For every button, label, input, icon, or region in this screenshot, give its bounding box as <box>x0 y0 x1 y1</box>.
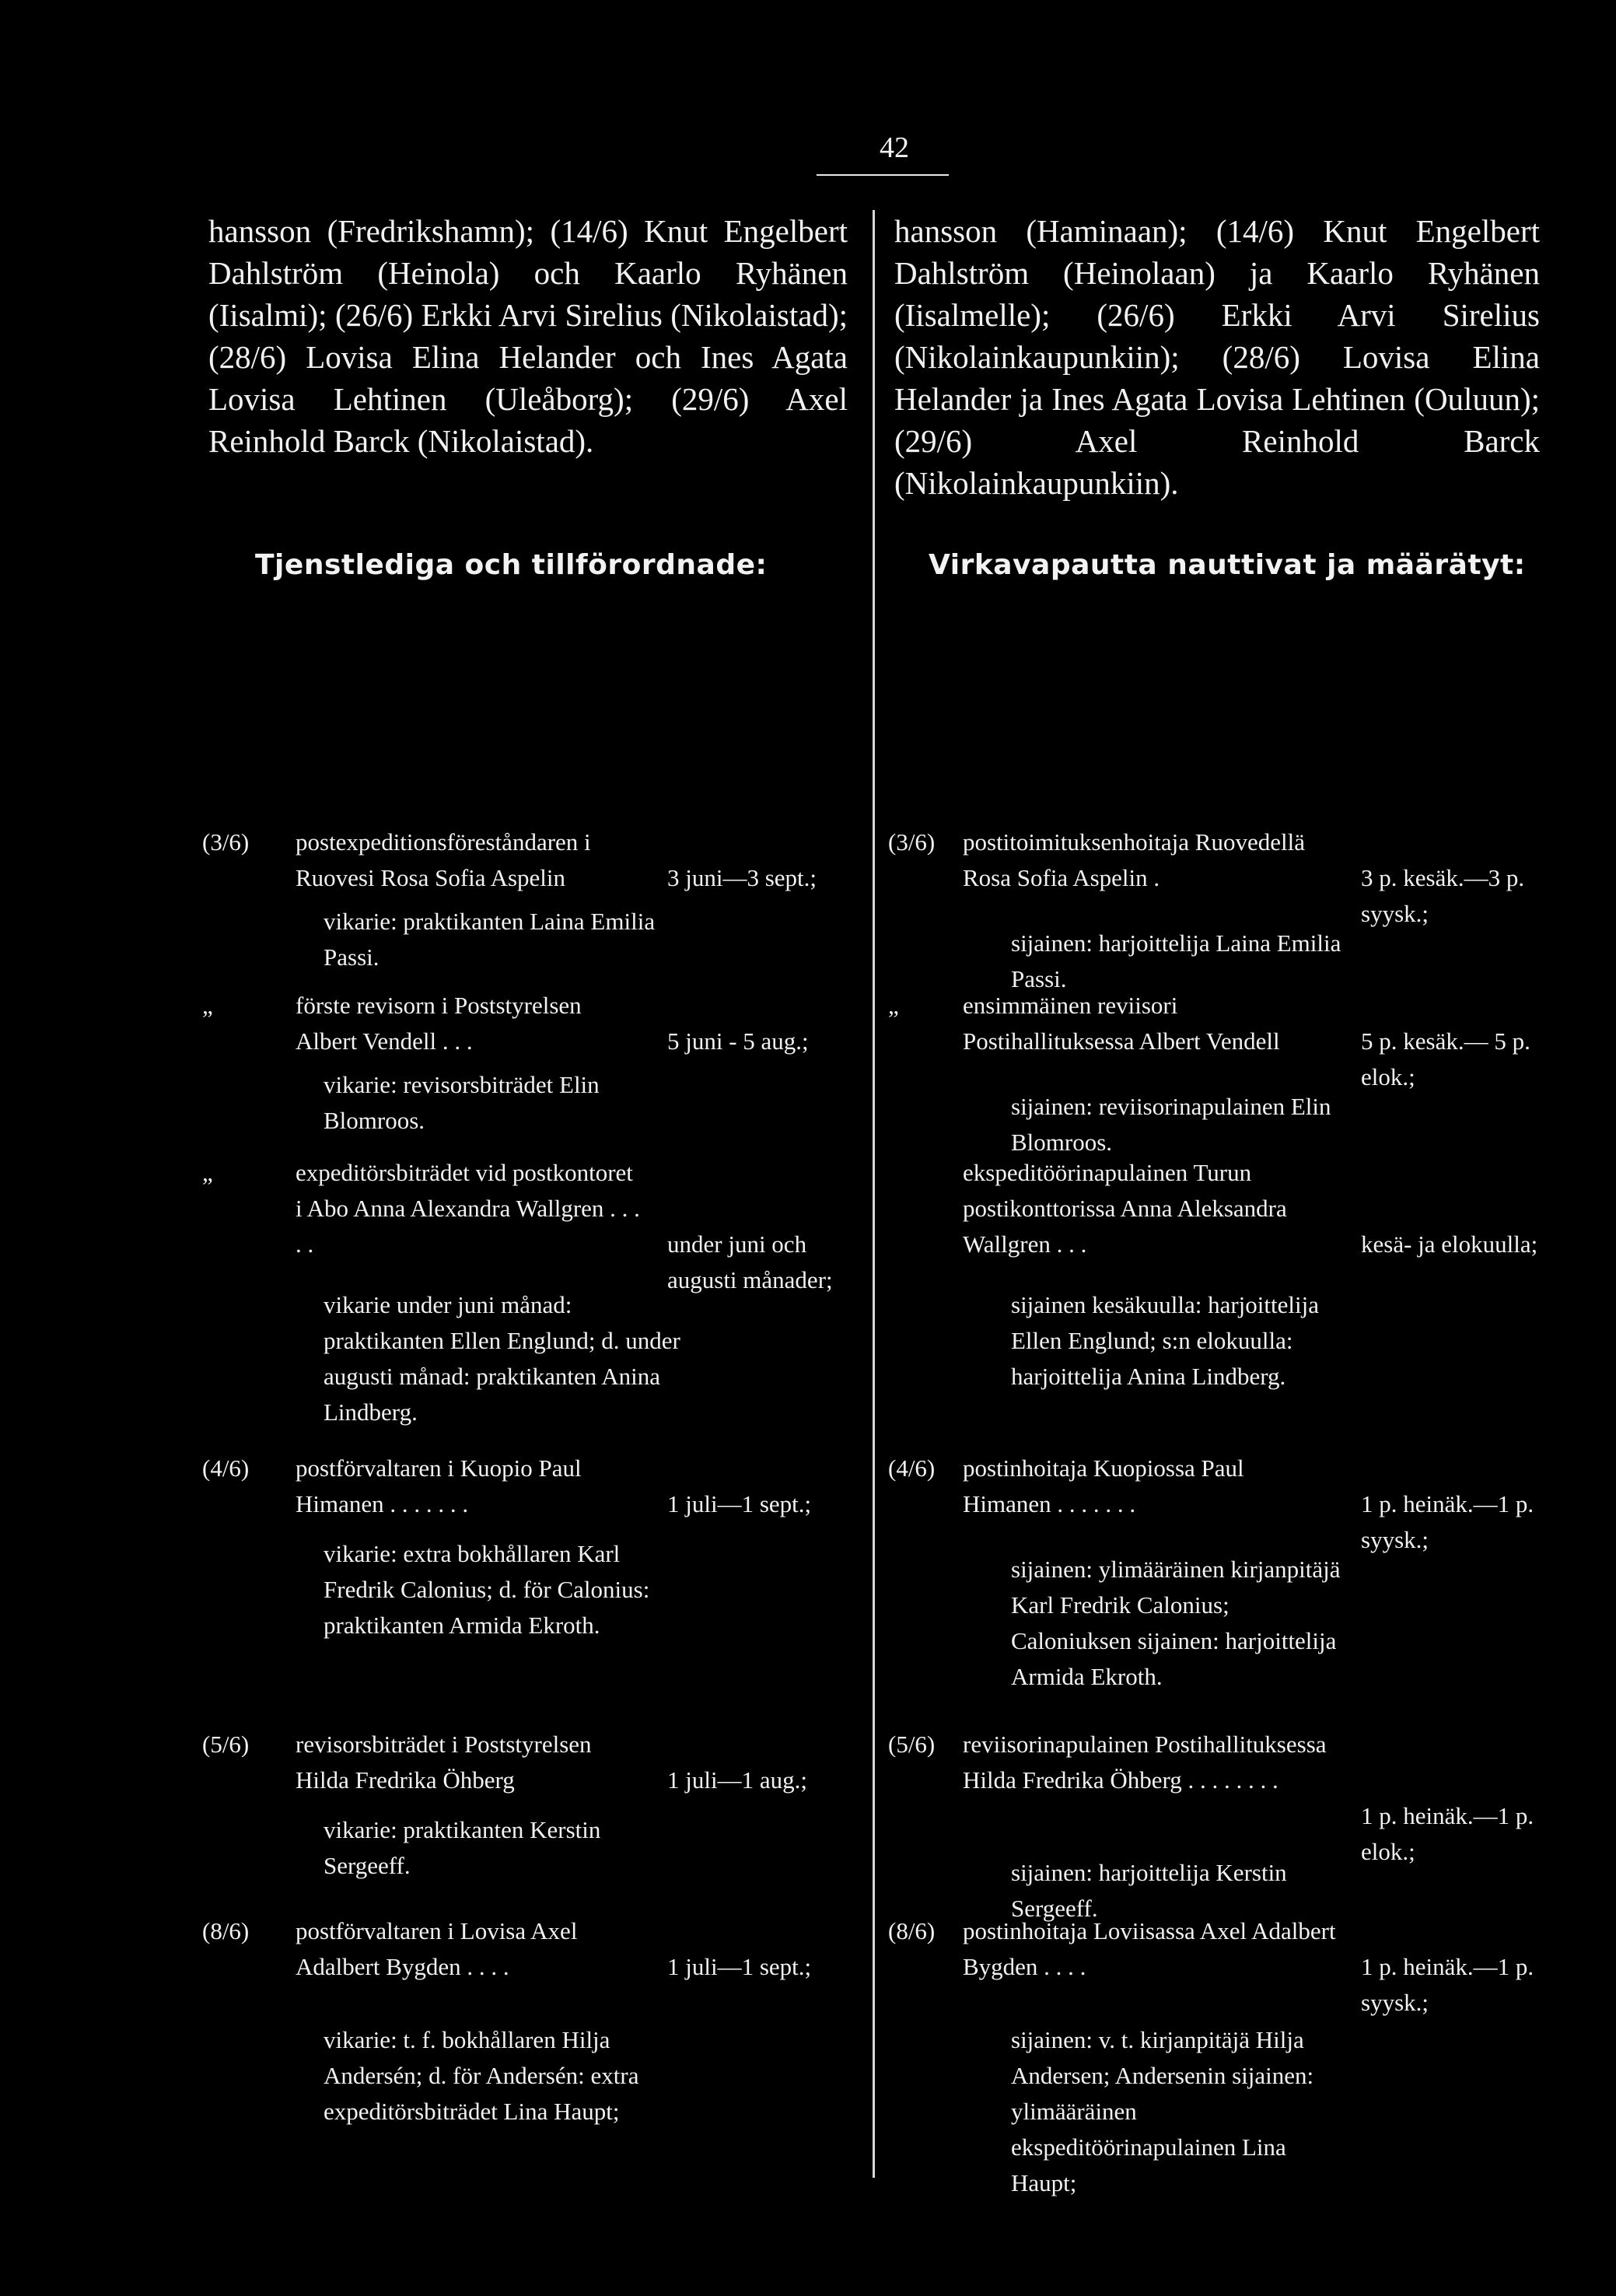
intro-paragraph: hansson (Haminaan); (14/6) Knut Engelbert Dahlström (Heinolaan) ja Kaarlo Ryhänen (Iisalmelle); (26/6) Erkki Arvi Sirelius (Nikolainkaupunkiin); (28/6) Lovisa Elina Helander ja Ines Agata Lovisa Lehtinen (Ouluun); (29/6) Axel Reinhold Barck (Nikolainkaupunkiin). <box>894 213 1540 501</box>
page-number-rule <box>817 174 949 176</box>
entry-text: ensimmäinen reviisori Postihallituksessa Albert Vendell <box>963 992 1280 1055</box>
entry-period: 5 juni - 5 aug.; <box>667 1027 809 1055</box>
entry-substitute: sijainen: harjoittelija Kerstin Sergeeff. <box>1011 1859 1287 1922</box>
entry-date: (5/6) <box>202 1731 250 1758</box>
entry-substitute: vikarie: praktikanten Laina Emilia Passi. <box>324 908 656 971</box>
entry-date: (3/6) <box>888 828 936 856</box>
entry-period: 3 p. kesäk.—3 p. syysk.; <box>1361 864 1525 927</box>
entry-substitute: vikarie: revisorsbiträdet Elin Blomroos. <box>324 1071 600 1134</box>
entry-date: (8/6) <box>888 1917 936 1944</box>
column-divider <box>873 210 875 2178</box>
entry-substitute: vikarie: extra bokhållaren Karl Fredrik Calonius; d. för Calonius: praktikanten Armida Ekroth. <box>324 1540 650 1639</box>
entry-text: postförvaltaren i Kuopio Paul Himanen . . . . . . . <box>296 1454 582 1517</box>
entry-date: (3/6) <box>202 828 250 856</box>
section-heading: Tjenstlediga och tillförordnade: <box>255 549 768 581</box>
entry-period: 1 juli—1 sept.; <box>667 1953 812 1980</box>
entry-text: expeditörsbiträdet vid postkontoret i Abo Anna Alexandra Wallgren . . . . . <box>296 1159 640 1258</box>
entry-text: postexpeditionsföreståndaren i Ruovesi Rosa Sofia Aspelin <box>296 828 591 891</box>
entry-date: (8/6) <box>202 1917 250 1944</box>
entry-date: (5/6) <box>888 1731 936 1758</box>
entry-substitute: sijainen: v. t. kirjanpitäjä Hilja Andersen; Andersenin sijainen: ylimääräinen ekspeditöörinapulainen Lina Haupt; <box>1011 2026 1314 2196</box>
entry-date: (4/6) <box>888 1454 936 1482</box>
entry-text: postitoimituksenhoitaja Ruovedellä Rosa Sofia Aspelin . <box>963 828 1305 891</box>
entry-substitute: sijainen: ylimääräinen kirjanpitäjä Karl Fredrik Calonius; Caloniuksen sijainen: harjoittelija Armida Ekroth. <box>1011 1556 1341 1690</box>
entry-period: 5 p. kesäk.— 5 p. elok.; <box>1361 1027 1530 1090</box>
entry-substitute: sijainen: harjoittelija Laina Emilia Passi. <box>1011 929 1341 992</box>
entry-substitute: sijainen kesäkuulla: harjoittelija Ellen Englund; s:n elokuulla: harjoittelija Anina Lindberg. <box>1011 1291 1319 1390</box>
finnish-column <box>888 210 1540 2196</box>
entry-text: revisorsbiträdet i Poststyrelsen Hilda Fredrika Öhberg <box>296 1731 592 1794</box>
entry-date: „ <box>888 992 899 1019</box>
entry-substitute: sijainen: reviisorinapulainen Elin Blomroos. <box>1011 1093 1331 1156</box>
entry-date: (4/6) <box>202 1454 250 1482</box>
entry-period: 1 p. heinäk.—1 p. elok.; <box>1361 1802 1534 1865</box>
entry-text: postinhoitaja Kuopiossa Paul Himanen . . . . . . . <box>963 1454 1244 1517</box>
entry-period: 1 p. heinäk.—1 p. syysk.; <box>1361 1490 1534 1553</box>
entry-text: ekspeditöörinapulainen Turun postikonttorissa Anna Aleksandra Wallgren . . . <box>963 1159 1287 1258</box>
entry-period: 1 juli—1 sept.; <box>667 1490 812 1517</box>
entry-date: „ <box>202 1159 213 1186</box>
entry-period: 1 juli—1 aug.; <box>667 1766 807 1794</box>
entry-text: reviisorinapulainen Postihallituksessa Hilda Fredrika Öhberg . . . . . . . . <box>963 1731 1327 1794</box>
entry-date: „ <box>202 992 213 1019</box>
entry-text: postförvaltaren i Lovisa Axel Adalbert Bygden . . . . <box>296 1917 578 1980</box>
entry-period: 3 juni—3 sept.; <box>667 864 817 891</box>
entry-period: kesä- ja elokuulla; <box>1361 1230 1538 1258</box>
page-number: 42 <box>880 131 909 164</box>
entry-text: postinhoitaja Loviisassa Axel Adalbert Bygden . . . . <box>963 1917 1336 1980</box>
intro-paragraph: hansson (Fredrikshamn); (14/6) Knut Engelbert Dahlström (Heinola) och Kaarlo Ryhänen (Iisalmi); (26/6) Erkki Arvi Sirelius (Nikolaistad); (28/6) Lovisa Elina Helander och Ines Agata Lovisa Lehtinen (Uleåborg); (29/6) Axel Reinhold Barck (Nikolaistad). <box>208 213 848 459</box>
entry-substitute: vikarie: t. f. bokhållaren Hilja Andersén; d. för Andersén: extra expeditörsbiträdet Lina Haupt; <box>324 2026 639 2125</box>
entry-period: 1 p. heinäk.—1 p. syysk.; <box>1361 1953 1534 2016</box>
entry-period: under juni och augusti månader; <box>667 1230 833 1293</box>
entry-substitute: vikarie: praktikanten Kerstin Sergeeff. <box>324 1816 601 1879</box>
entry-substitute: vikarie under juni månad: praktikanten Ellen Englund; d. under augusti månad: praktikanten Anina Lindberg. <box>324 1291 680 1426</box>
swedish-column <box>202 210 848 2125</box>
entry-text: förste revisorn i Poststyrelsen Albert Vendell . . . <box>296 992 582 1055</box>
section-heading: Virkavapautta nauttivat ja määrätyt: <box>929 549 1526 581</box>
